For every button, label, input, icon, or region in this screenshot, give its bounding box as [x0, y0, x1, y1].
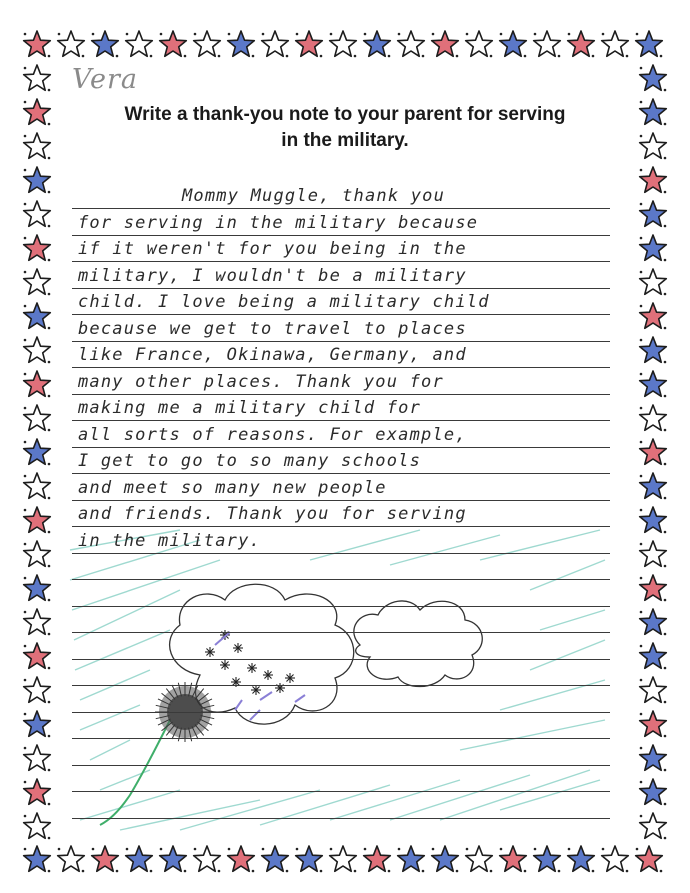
letter-line: and friends. Thank you for serving: [78, 504, 467, 524]
ruled-line: [72, 553, 610, 554]
star-icon: [22, 608, 52, 638]
letter-line: if it weren't for you being in the: [78, 239, 467, 259]
star-icon: [362, 30, 392, 60]
star-icon: [532, 845, 562, 875]
star-icon: [22, 472, 52, 502]
star-icon: [22, 812, 52, 842]
star-icon: [226, 845, 256, 875]
ruled-line: [72, 341, 610, 342]
star-icon: [532, 30, 562, 60]
ruled-line: [72, 367, 610, 368]
letter-line: like France, Okinawa, Germany, and: [78, 345, 467, 365]
ruled-line: [72, 579, 610, 580]
star-icon: [638, 710, 668, 740]
letter-line: all sorts of reasons. For example,: [78, 424, 467, 445]
letter-line: many other places. Thank you for: [78, 371, 444, 392]
star-icon: [464, 845, 494, 875]
star-icon: [638, 438, 668, 468]
star-icon: [638, 676, 668, 706]
star-icon: [124, 845, 154, 875]
star-icon: [396, 845, 426, 875]
star-icon: [600, 845, 630, 875]
star-icon: [362, 845, 392, 875]
letter-line: child. I love being a military child: [78, 292, 490, 312]
star-icon: [566, 30, 596, 60]
ruled-line: [72, 659, 610, 660]
ruled-line: [72, 818, 610, 819]
star-icon: [22, 744, 52, 774]
prompt-line-2: in the military.: [281, 130, 409, 151]
star-icon: [464, 30, 494, 60]
star-icon: [22, 234, 52, 264]
star-icon: [638, 336, 668, 366]
star-icon: [638, 608, 668, 638]
star-icon: [260, 845, 290, 875]
star-icon: [22, 676, 52, 706]
letter-line: Mommy Muggle, thank you: [182, 186, 446, 206]
star-icon: [56, 845, 86, 875]
ruled-line: [72, 394, 610, 395]
star-icon: [638, 812, 668, 842]
star-icon: [294, 845, 324, 875]
ruled-line: [72, 288, 610, 289]
star-icon: [22, 710, 52, 740]
letter-line: making me a military child for: [78, 398, 422, 418]
ruled-line: [72, 473, 610, 474]
star-icon: [638, 302, 668, 332]
star-icon: [90, 30, 120, 60]
ruled-line: [72, 685, 610, 686]
star-icon: [638, 132, 668, 162]
star-icon: [634, 30, 664, 60]
star-icon: [260, 30, 290, 60]
star-icon: [192, 845, 222, 875]
star-icon: [638, 472, 668, 502]
star-icon: [22, 438, 52, 468]
ruled-line: [72, 765, 610, 766]
star-icon: [158, 30, 188, 60]
letter-line: because we get to travel to places: [78, 318, 467, 339]
ruled-writing-area: [72, 186, 610, 830]
star-icon: [22, 132, 52, 162]
letter-line: and meet so many new people: [78, 477, 387, 498]
star-icon: [22, 302, 52, 332]
star-icon: [638, 64, 668, 94]
ruled-line: [72, 791, 610, 792]
prompt-line-1: Write a thank-you note to your parent for serving: [124, 104, 566, 125]
star-icon: [22, 845, 52, 875]
star-icon: [56, 30, 86, 60]
ruled-line: [72, 526, 610, 527]
star-icon: [638, 540, 668, 570]
star-icon: [638, 642, 668, 672]
star-icon: [124, 30, 154, 60]
ruled-line: [72, 261, 610, 262]
star-icon: [498, 845, 528, 875]
star-icon: [22, 370, 52, 400]
star-icon: [638, 506, 668, 536]
ruled-line: [72, 738, 610, 739]
ruled-line: [72, 606, 610, 607]
ruled-line: [72, 712, 610, 713]
star-icon: [638, 744, 668, 774]
star-icon: [22, 30, 52, 60]
star-icon: [22, 98, 52, 128]
star-icon: [22, 336, 52, 366]
star-icon: [328, 30, 358, 60]
letter-line: I get to go to so many schools: [78, 451, 422, 471]
star-icon: [634, 845, 664, 875]
star-icon: [226, 30, 256, 60]
star-icon: [22, 540, 52, 570]
student-name: Vera: [72, 64, 139, 95]
star-icon: [566, 845, 596, 875]
ruled-line: [72, 500, 610, 501]
star-icon: [430, 30, 460, 60]
star-icon: [22, 506, 52, 536]
star-icon: [638, 370, 668, 400]
star-icon: [90, 845, 120, 875]
star-icon: [22, 200, 52, 230]
star-icon: [22, 778, 52, 808]
star-icon: [294, 30, 324, 60]
star-icon: [498, 30, 528, 60]
ruled-line: [72, 420, 610, 421]
star-icon: [638, 234, 668, 264]
star-icon: [638, 268, 668, 298]
star-icon: [22, 642, 52, 672]
star-icon: [396, 30, 426, 60]
star-icon: [22, 268, 52, 298]
star-icon: [600, 30, 630, 60]
star-icon: [22, 404, 52, 434]
ruled-line: [72, 447, 610, 448]
star-icon: [22, 64, 52, 94]
star-icon: [638, 404, 668, 434]
worksheet-prompt: [80, 102, 610, 154]
ruled-line: [72, 208, 610, 209]
star-icon: [328, 845, 358, 875]
letter-line: in the military.: [78, 530, 261, 551]
ruled-line: [72, 632, 610, 633]
ruled-line: [72, 235, 610, 236]
star-icon: [638, 574, 668, 604]
star-icon: [22, 574, 52, 604]
star-icon: [638, 98, 668, 128]
star-icon: [22, 166, 52, 196]
star-icon: [430, 845, 460, 875]
star-icon: [158, 845, 188, 875]
star-icon: [192, 30, 222, 60]
letter-line: military, I wouldn't be a military: [78, 265, 467, 286]
letter-line: for serving in the military because: [78, 212, 479, 233]
star-icon: [638, 778, 668, 808]
ruled-line: [72, 314, 610, 315]
